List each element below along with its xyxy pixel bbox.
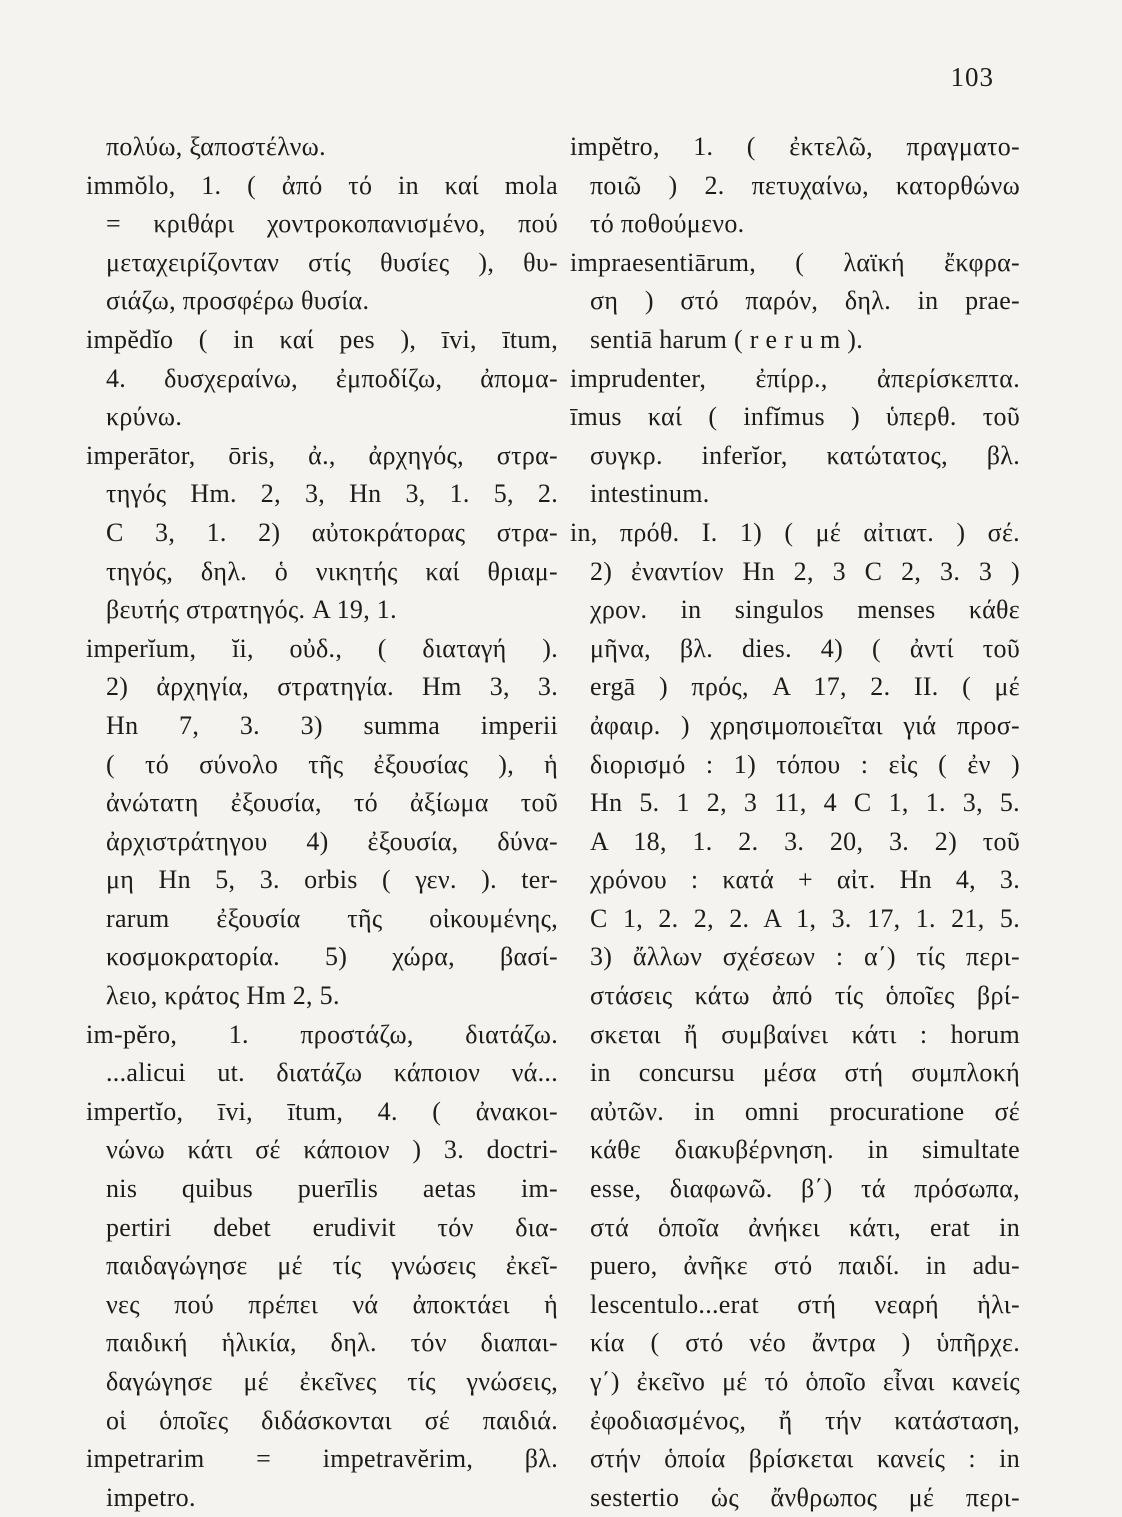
text-line: puero, ἀνῆκε στό παιδί. in adu- <box>590 1251 1020 1281</box>
text-line: C 1, 2. 2, 2. A 1, 3. 17, 1. 21, 5. <box>590 903 1020 933</box>
left-column <box>86 128 558 1517</box>
text-line: βευτής στρατηγός. A 19, 1. <box>106 595 397 625</box>
text-line: συγκρ. inferĭor, κατώτατος, βλ. <box>590 440 1020 470</box>
text-line: αὐτῶν. in omni procuratione σέ <box>590 1096 1020 1126</box>
text-line: impertĭo, īvi, ītum, 4. ( ἀνακοι- <box>86 1096 558 1126</box>
text-line: sentiā harum ( r e r u m ). <box>590 324 864 354</box>
text-line: 4. δυσχεραίνω, ἐμποδίζω, ἀπομα- <box>106 363 558 393</box>
text-line: διορισμό : 1) τόπου : εἰς ( ἐν ) <box>590 749 1020 779</box>
text-line: īmus καί ( infĭmus ) ὑπερθ. τοῦ <box>570 402 1020 432</box>
text-line: χρόνου : κατά + αἰτ. Hn 4, 3. <box>590 865 1020 895</box>
text-line: impĕtro, 1. ( ἐκτελῶ, πραγματο- <box>570 132 1020 161</box>
text-line: immŏlo, 1. ( ἀπό τό in καί mola <box>86 170 558 200</box>
text-line: μεταχειρίζονταν στίς θυσίες ), θυ- <box>106 247 558 277</box>
text-line: ἀρχιστράτηγου 4) ἐξουσία, δύνα- <box>106 826 558 856</box>
text-line: κρύνω. <box>106 402 183 432</box>
text-line: ἀφαιρ. ) χρησιμοποιεῖται γιά προσ- <box>590 710 1020 740</box>
text-line: 3) ἄλλων σχέσεων : α΄) τίς περι- <box>590 942 1020 972</box>
text-line: ἐφοδιασμένος, ἤ τήν κατάσταση, <box>590 1405 1020 1435</box>
text-line: imperĭum, ĭi, οὐδ., ( διαταγή ). <box>86 633 558 663</box>
text-line: nis quibus puerīlis aetas im- <box>106 1174 558 1204</box>
text-line: impĕdĭo ( in καί pes ), īvi, ītum, <box>86 324 558 354</box>
text-line: μη Hn 5, 3. orbis ( γεν. ). ter- <box>106 865 558 895</box>
text-line: in, πρόθ. I. 1) ( μέ αἰτιατ. ) σέ. <box>570 517 1020 547</box>
text-line: impraesentiārum, ( λαϊκή ἔκφρα- <box>570 247 1020 277</box>
text-line: ποιῶ ) 2. πετυχαίνω, κατορθώνω <box>590 170 1020 200</box>
text-line: κία ( στό νέο ἄντρα ) ὑπῆρχε. <box>590 1328 1020 1358</box>
text-line: in concursu μέσα στή συμπλοκή <box>590 1058 1020 1088</box>
text-line: πολύω, ξαποστέλνω. <box>106 132 326 161</box>
text-line: C 3, 1. 2) αὐτοκράτορας στρα- <box>106 517 558 547</box>
text-line: impetrarim = impetravĕrim, βλ. <box>86 1444 558 1474</box>
right-column <box>570 128 1020 1517</box>
text-line: rarum ἐξουσία τῆς οἰκουμένης, <box>106 903 558 933</box>
text-line: νώνω κάτι σέ κάποιον ) 3. doctri- <box>106 1135 558 1165</box>
text-line: ergā ) πρός, A 17, 2. II. ( μέ <box>590 672 1020 702</box>
text-line: Hn 7, 3. 3) summa imperii <box>106 710 558 740</box>
text-line: ση ) στό παρόν, δηλ. in prae- <box>590 286 1020 316</box>
text-line: 2) ἐναντίον Hn 2, 3 C 2, 3. 3 ) <box>590 556 1020 586</box>
text-line: sestertio ὡς ἄνθρωπος μέ περι- <box>590 1482 1020 1512</box>
text-line: imprudenter, ἐπίρρ., ἀπερίσκεπτα. <box>570 363 1020 393</box>
text-line: σκεται ἤ συμβαίνει κάτι : horum <box>590 1019 1020 1049</box>
text-line: σιάζω, προσφέρω θυσία. <box>106 286 370 316</box>
text-line: A 18, 1. 2. 3. 20, 3. 2) τοῦ <box>590 826 1020 856</box>
text-line: κοσμοκρατορία. 5) χώρα, βασί- <box>106 942 558 972</box>
text-line: Hn 5. 1 2, 3 11, 4 C 1, 1. 3, 5. <box>590 788 1020 818</box>
text-line: κάθε διακυβέρνηση. in simultate <box>590 1135 1020 1165</box>
text-line: τό ποθούμενο. <box>590 209 745 239</box>
text-line: στά ὁποῖα ἀνήκει κάτι, erat in <box>590 1212 1020 1242</box>
text-line: δαγώγησε μέ ἐκεῖνες τίς γνώσεις, <box>106 1367 558 1396</box>
text-line: ...alicui ut. διατάζω κάποιον νά... <box>106 1058 558 1088</box>
text-line: οἱ ὁποῖες διδάσκονται σέ παιδιά. <box>106 1405 558 1435</box>
text-line: = κριθάρι χοντροκοπανισμένο, πού <box>106 209 558 239</box>
text-line: ( τό σύνολο τῆς ἐξουσίας ), ἡ <box>106 749 558 779</box>
text-line: lescentulo...erat στή νεαρή ἡλι- <box>590 1289 1020 1319</box>
text-line: λειο, κράτος Hm 2, 5. <box>106 981 340 1011</box>
text-line: τηγός Hm. 2, 3, Hn 3, 1. 5, 2. <box>106 479 558 509</box>
text-line: παιδαγώγησε μέ τίς γνώσεις ἐκεῖ- <box>106 1251 558 1281</box>
text-line: νες πού πρέπει νά ἀποκτάει ἡ <box>106 1289 558 1319</box>
text-line: esse, διαφωνῶ. β΄) τά πρόσωπα, <box>590 1174 1020 1204</box>
text-line: intestinum. <box>590 479 710 509</box>
text-line: μῆνα, βλ. dies. 4) ( ἀντί τοῦ <box>590 633 1020 663</box>
text-line: 2) ἀρχηγία, στρατηγία. Hm 3, 3. <box>106 672 558 702</box>
text-line: impetro. <box>106 1482 196 1512</box>
text-line: τηγός, δηλ. ὁ νικητής καί θριαμ- <box>106 556 558 586</box>
text-line: χρον. in singulos menses κάθε <box>590 595 1020 625</box>
text-line: pertiri debet erudivit τόν δια- <box>106 1212 558 1242</box>
text-line: στάσεις κάτω ἀπό τίς ὁποῖες βρί- <box>590 981 1020 1011</box>
text-line: παιδική ἡλικία, δηλ. τόν διαπαι- <box>106 1328 558 1358</box>
text-line: imperātor, ōris, ἀ., ἀρχηγός, στρα- <box>86 440 558 470</box>
text-line: ἀνώτατη ἐξουσία, τό ἀξίωμα τοῦ <box>106 788 558 818</box>
text-line: στήν ὁποία βρίσκεται κανείς : in <box>590 1444 1020 1474</box>
text-line: γ΄) ἐκεῖνο μέ τό ὁποῖο εἶναι κανείς <box>590 1367 1020 1396</box>
page-number: 103 <box>950 62 994 92</box>
text-line: im-pĕro, 1. προστάζω, διατάζω. <box>86 1019 558 1049</box>
